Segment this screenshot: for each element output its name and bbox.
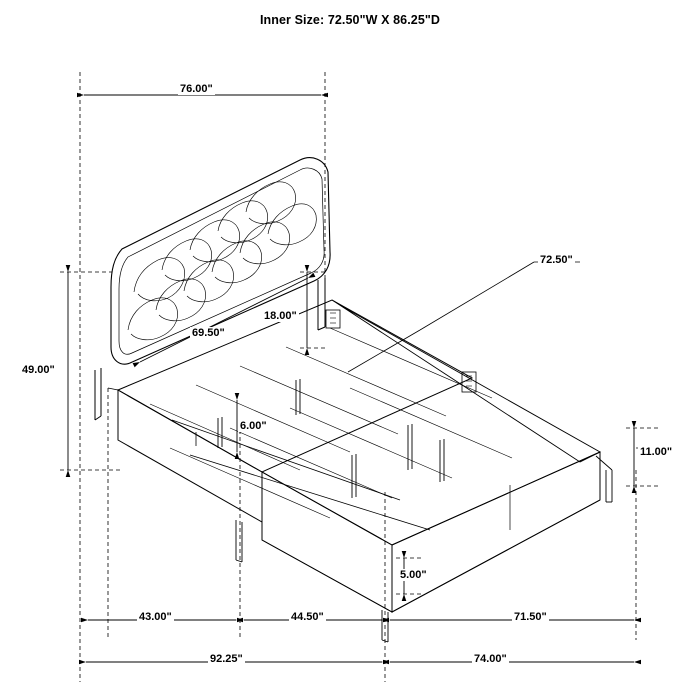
dimension-deck-height-right: 11.00"	[640, 446, 673, 458]
dimension-middle-side-segment: 44.50"	[291, 611, 324, 623]
dimension-overall-depth-left: 92.25"	[210, 653, 243, 665]
dimension-headboard-panel-width: 69.50"	[192, 327, 225, 339]
dimension-overall-width-top: 76.00"	[180, 83, 213, 95]
dimension-left-side-segment: 43.00"	[139, 611, 172, 623]
dimension-slat-height: 6.00"	[240, 420, 267, 432]
dimension-leg-height: 5.00"	[400, 569, 427, 581]
dimension-right-side-segment: 71.50"	[514, 611, 547, 623]
dimension-overall-depth-right: 74.00"	[474, 653, 507, 665]
dimension-headboard-total-height: 49.00"	[22, 364, 55, 376]
dimension-inner-width-right: 72.50"	[540, 254, 573, 266]
dimension-headboard-panel-height: 18.00"	[264, 310, 297, 322]
page-title: Inner Size: 72.50"W X 86.25"D	[259, 13, 441, 27]
